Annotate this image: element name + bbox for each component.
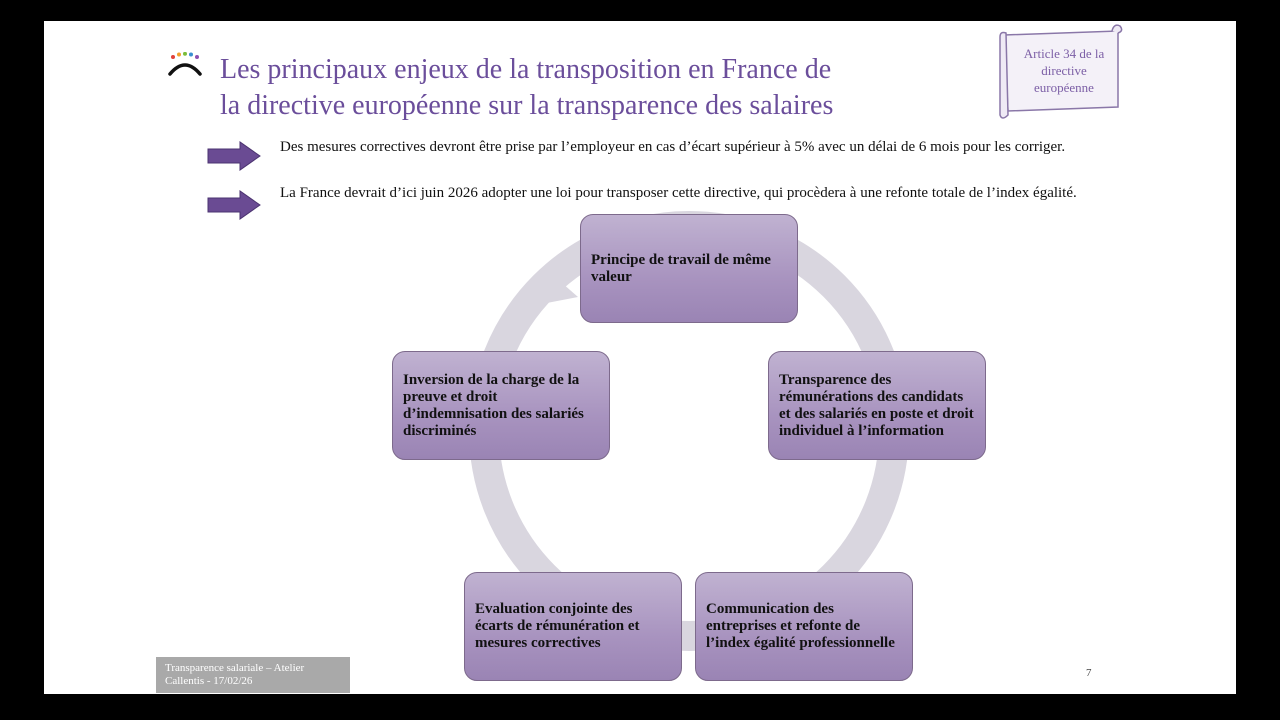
badge-line-3: européenne [1034, 80, 1094, 95]
badge-line-1: Article 34 de la [1023, 46, 1105, 61]
title-line-2: la directive européenne sur la transparence des salaires [220, 90, 834, 121]
page-number: 7 [1086, 667, 1092, 679]
bullet-text-1: Des mesures correctives devront être prise par l’employeur en cas d’écart supérieur à 5% avec un délai de 6 mois pour les corriger. [280, 139, 1066, 155]
cycle-node-transparency [768, 351, 986, 460]
footer-line-1: Transparence salariale – Atelier [165, 662, 305, 674]
cycle-node-label: Inversion de la charge de la preuve et droit d’indemnisation des salariés discriminés [403, 371, 584, 439]
cycle-node-joint-evaluation [464, 572, 682, 681]
slide [44, 21, 1236, 694]
cycle-node-label: Principe de travail de même valeur [591, 251, 771, 285]
cycle-node-work-value [580, 214, 798, 323]
cycle-node-label: Transparence des rémunérations des candidats et des salariés en poste et droit individuel à l’information [779, 371, 974, 439]
footer-label [156, 657, 350, 693]
cycle-node-burden-of-proof [392, 351, 610, 460]
title-line-1: Les principaux enjeux de la transposition en France de [220, 54, 832, 85]
bullet-text-2: La France devrait d’ici juin 2026 adopter une loi pour transposer cette directive, qui procèdera à une refonte totale de l’index égalité. [280, 185, 1077, 201]
cycle-node-communication [695, 572, 913, 681]
cycle-node-label: Evaluation conjointe des écarts de rémunération et mesures correctives [475, 601, 640, 651]
cycle-node-label: Communication des entreprises et refonte de l’index égalité professionnelle [706, 601, 895, 651]
footer-line-2: Callentis - 17/02/26 [165, 675, 253, 687]
badge-line-2: directive [1041, 63, 1087, 78]
